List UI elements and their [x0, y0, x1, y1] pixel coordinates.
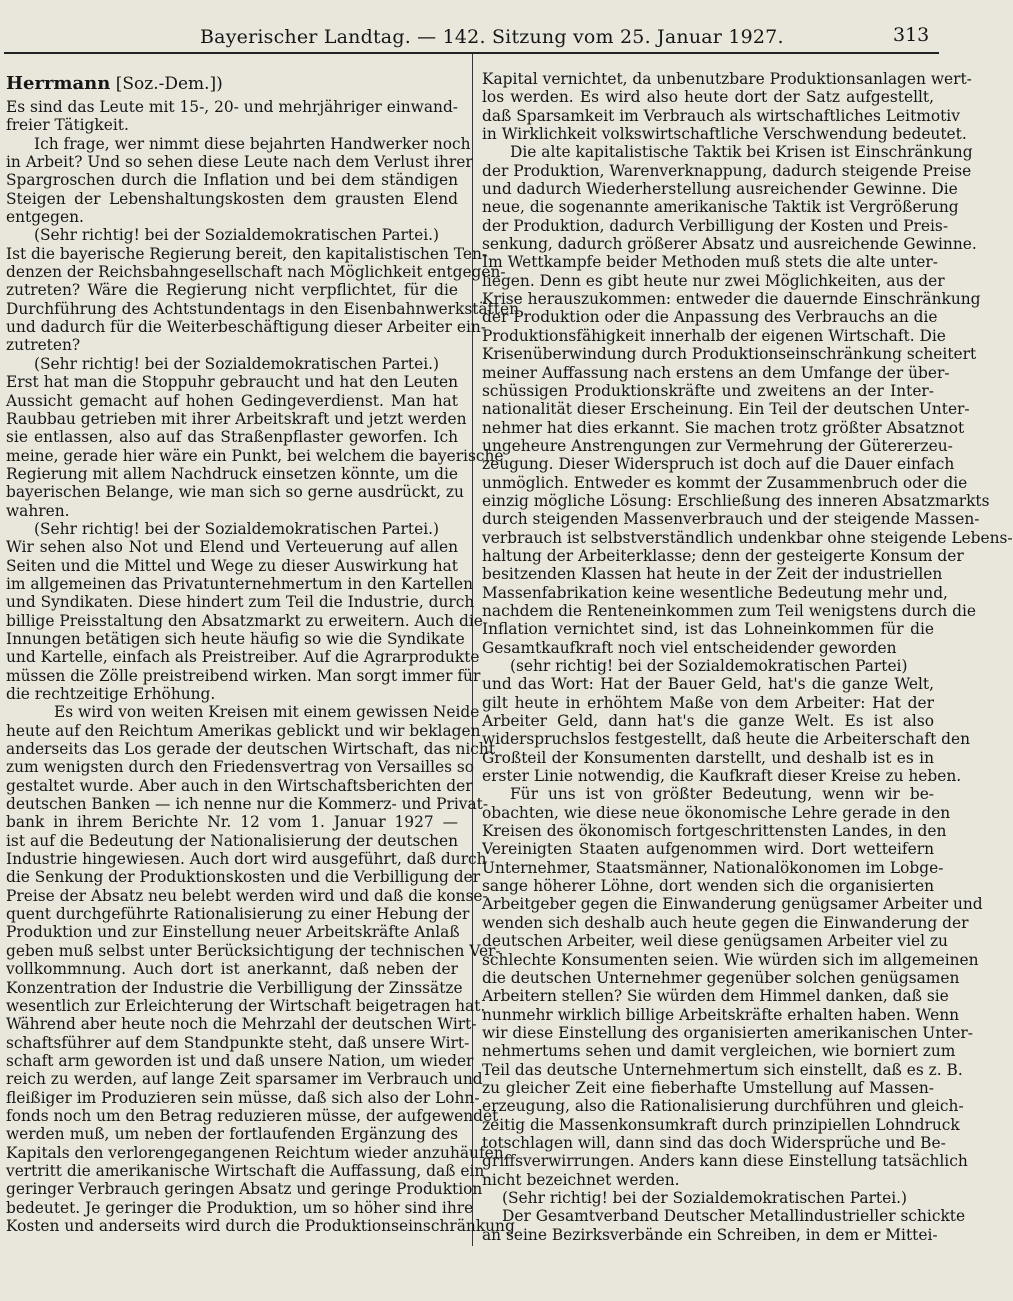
text-line: Innungen betätigen sich heute häufig so wie die Syndikate: [6, 629, 465, 648]
text-line: bedeutet. Je geringer die Produktion, um so höher sind ihre: [6, 1198, 474, 1217]
right-column: [482, 70, 1013, 1244]
text-line: erzeugung, also die Rationalisierung durchführen und gleich-: [482, 1097, 964, 1116]
text-line: Gesamtkaufkraft noch viel entscheidender geworden: [482, 638, 897, 657]
text-line: und das Wort: Hat der Bauer Geld, hat's die ganze Welt,: [482, 675, 934, 694]
text-line: Während aber heute noch die Mehrzahl der deutschen Wirt-: [6, 1015, 477, 1034]
text-line: billige Preisstaltung den Absatzmarkt zu erweitern. Auch die: [6, 611, 483, 630]
text-line: in Wirklichkeit volkswirtschaftliche Verschwendung bedeutet.: [482, 125, 967, 144]
text-line: Raubbau getrieben mit ihrer Arbeitskraft und jetzt werden: [6, 409, 467, 428]
text-line: zu gleicher Zeit eine fieberhafte Umstellung auf Massen-: [482, 1078, 934, 1097]
text-line: Massenfabrikation keine wesentliche Bedeutung mehr und,: [482, 583, 948, 602]
text-line: los werden. Es wird also heute dort der Satz aufgestellt,: [482, 88, 934, 107]
text-line: schaftsführer auf dem Standpunkte steht, daß unsere Wirt-: [6, 1033, 470, 1052]
text-line: der Produktion, Warenverknappung, dadurch steigende Preise: [482, 161, 972, 180]
text-line: nicht bezeichnet werden.: [482, 1170, 680, 1189]
text-line: Arbeiter Geld, dann hat's die ganze Welt. Es ist also: [482, 712, 934, 731]
text-line: geben muß selbst unter Berücksichtigung der technischen Ver-: [6, 941, 501, 960]
header-title: Bayerischer Landtag. — 142. Sitzung vom 25. Januar 1927.: [200, 26, 784, 48]
text-line: zutreten?: [6, 336, 81, 355]
text-line: Steigen der Lebenshaltungskosten dem grausten Elend: [6, 189, 458, 208]
text-line: haltung der Arbeiterklasse; denn der gesteigerte Konsum der: [482, 546, 964, 565]
text-line: Unternehmer, Staatsmänner, Nationalökonomen im Lobge-: [482, 858, 944, 877]
text-line: Aussicht gemacht auf hohen Gedingeverdienst. Man hat: [6, 391, 458, 410]
text-line: reich zu werden, auf lange Zeit sparsamer im Verbrauch und: [6, 1070, 483, 1089]
text-line: Kreisen des ökonomisch fortgeschrittensten Landes, in den: [482, 822, 947, 841]
text-line: sie entlassen, also auf das Straßenpflaster geworfen. Ich: [6, 428, 458, 447]
text-line: und dadurch für die Weiterbeschäftigung dieser Arbeiter ein-: [6, 318, 486, 337]
page-number: 313: [893, 24, 930, 46]
text-line: deutschen Banken — ich nenne nur die Kommerz- und Privat-: [6, 795, 489, 814]
text-line: Für uns ist von größter Bedeutung, wenn wir be-: [510, 785, 934, 804]
text-line: gestaltet wurde. Aber auch in den Wirtschaftsberichten der: [6, 776, 473, 795]
interjection-line: (sehr richtig! bei der Sozialdemokratischen Partei): [510, 657, 908, 675]
text-line: Regierung mit allem Nachdruck einsetzen könnte, um die: [6, 464, 458, 483]
text-line: totschlagen will, dann sind das doch Widersprüche und Be-: [482, 1133, 946, 1152]
text-line: zum wenigsten durch den Friedensvertrag von Versailles so: [6, 758, 475, 777]
text-line: der Produktion oder die Anpassung des Verbrauchs an die: [482, 308, 938, 327]
text-line: Konzentration der Industrie die Verbilligung der Zinssätze: [6, 978, 463, 997]
text-line: fonds noch um den Betrag reduzieren müsse, der aufgewendet: [6, 1106, 499, 1125]
text-line: nationalität dieser Erscheinung. Ein Teil der deutschen Unter-: [482, 400, 970, 419]
text-line: fleißiger im Produzieren sein müsse, daß sich also der Lohn-: [6, 1088, 480, 1107]
text-line: Krise herauszukommen: entweder die dauernde Einschränkung: [482, 290, 981, 309]
interjection-line: (Sehr richtig! bei der Sozialdemokratischen Partei.): [34, 226, 440, 245]
text-line: Produktion und zur Einstellung neuer Arbeitskräfte Anlaß: [6, 923, 460, 942]
text-line: wesentlich zur Erleichterung der Wirtschaft beigetragen hat.: [6, 996, 486, 1015]
text-line: Der Gesamtverband Deutscher Metallindustrieller schickte: [502, 1207, 966, 1226]
text-line: denzen der Reichsbahngesellschaft nach Möglichkeit entgegen-: [6, 263, 506, 282]
text-line: und Kartelle, einfach als Preistreiber. Auf die Agrarprodukte: [6, 648, 480, 667]
text-line: nehmer hat dies erkannt. Sie machen trotz größter Absatznot: [482, 418, 965, 437]
text-line: meiner Auffassung nach erstens an dem Umfange der über-: [482, 363, 950, 382]
text-line: nachdem die Renteneinkommen zum Teil wenigstens durch die: [482, 601, 977, 620]
text-line: Arbeitgeber gegen die Einwanderung genügsamer Arbeiter und: [482, 895, 983, 914]
text-line: Es wird von weiten Kreisen mit einem gewissen Neide: [54, 703, 480, 722]
text-line: verbrauch ist selbstverständlich undenkbar ohne steigende Lebens-: [482, 528, 1013, 547]
text-line: daß Sparsamkeit im Verbrauch als wirtschaftliches Leitmotiv: [482, 106, 960, 125]
text-line: Es sind das Leute mit 15-, 20- und mehrjähriger einwand-: [6, 98, 458, 116]
text-line: widerspruchslos festgestellt, daß heute die Arbeiterschaft den: [482, 730, 971, 749]
text-line: zeitig die Massenkonsumkraft durch prinzipiellen Lohndruck: [482, 1115, 960, 1134]
text-line: bayerischen Belange, wie man sich so gerne ausdrückt, zu: [6, 483, 464, 502]
text-line: sange höherer Löhne, dort wenden sich die organisierten: [482, 877, 934, 896]
text-line: müssen die Zölle preistreibend wirken. Man sorgt immer für: [6, 666, 481, 685]
text-line: Kosten und anderseits wird durch die Produktionseinschränkung: [6, 1216, 515, 1235]
text-line: Durchführung des Achtstundentags in den Eisenbahnwerkstätten: [6, 299, 519, 318]
text-line: geringer Verbrauch geringen Absatz und geringe Produktion: [6, 1180, 483, 1199]
text-line: nunmehr wirklich billige Arbeitskräfte erhalten haben. Wenn: [482, 1005, 960, 1024]
text-line: die deutschen Unternehmer gegenüber solchen genügsamen: [482, 968, 960, 987]
text-line: Inflation vernichtet sind, ist das Lohneinkommen für die: [482, 620, 934, 639]
text-line: zutreten? Wäre die Regierung nicht verpflichtet, für die: [6, 281, 458, 300]
text-line: vollkommnung. Auch dort ist anerkannt, daß neben der: [6, 960, 458, 979]
text-line: schlechte Konsumenten seien. Wie würden sich im allgemeinen: [482, 950, 979, 969]
text-line: liegen. Denn es gibt heute nur zwei Möglichkeiten, aus der: [482, 271, 945, 290]
text-line: Kapitals den verlorengegangenen Reichtum wieder anzuhäufen,: [6, 1143, 509, 1162]
text-line: Preise der Absatz neu belebt werden wird und daß die konse-: [6, 886, 488, 905]
text-line: entgegen.: [6, 208, 84, 227]
text-line: Ist die bayerische Regierung bereit, den kapitalistischen Ten-: [6, 244, 488, 263]
text-line: freier Tätigkeit.: [6, 116, 129, 135]
text-line: in Arbeit? Und so sehen diese Leute nach dem Verlust ihrer: [6, 153, 473, 172]
text-line: unmöglich. Entweder es kommt der Zusammenbruch oder die: [482, 473, 968, 492]
text-line: der Produktion, dadurch Verbilligung der Kosten und Preis-: [482, 216, 949, 235]
text-line: deutschen Arbeiter, weil diese genügsamen Arbeiter viel zu: [482, 932, 948, 951]
text-line: ungeheure Anstrengungen zur Vermehrung der Gütererzeu-: [482, 436, 953, 455]
text-line: wir diese Einstellung des organisierten amerikanischen Unter-: [482, 1023, 973, 1042]
text-line: Im Wettkampfe beider Methoden muß stets die alte unter-: [482, 253, 938, 272]
text-line: Vereinigten Staaten aufgenommen wird. Dort wetteifern: [482, 840, 934, 859]
text-line: meine, gerade hier wäre ein Punkt, bei welchem die bayerische: [6, 446, 504, 465]
text-line: Ich frage, wer nimmt diese bejahrten Handwerker noch: [34, 134, 471, 153]
left-column: [6, 70, 519, 1235]
text-line: besitzenden Klassen hat heute in der Zeit der industriellen: [482, 565, 943, 584]
text-line: griffsverwirrungen. Anders kann diese Einstellung tatsächlich: [482, 1152, 968, 1171]
text-line: im allgemeinen das Privatunternehmertum in den Kartellen: [6, 574, 474, 593]
text-line: vertritt die amerikanische Wirtschaft die Auffassung, daß ein: [6, 1161, 485, 1180]
text-line: obachten, wie diese neue ökonomische Lehre gerade in den: [482, 803, 951, 822]
text-line: Krisenüberwindung durch Produktionseinschränkung scheitert: [482, 345, 977, 364]
text-line: quent durchgeführte Rationalisierung zu einer Hebung der: [6, 905, 470, 924]
speaker-party: [Soz.-Dem.]): [115, 74, 223, 94]
text-line: ist auf die Bedeutung der Nationalisierung der deutschen: [6, 831, 458, 850]
text-line: einzig mögliche Lösung: Erschließung des inneren Absatzmarkts: [482, 491, 990, 510]
text-line: Großteil der Konsumenten darstellt, und deshalb ist es in: [482, 748, 934, 767]
text-line: nehmertums sehen und damit vergleichen, wie borniert zum: [482, 1042, 956, 1061]
text-line: erster Linie notwendig, die Kaufkraft dieser Kreise zu heben.: [482, 767, 962, 786]
interjection-line: (Sehr richtig! bei der Sozialdemokratischen Partei.): [502, 1188, 908, 1207]
text-line: an seine Bezirksverbände ein Schreiben, in dem er Mittei-: [482, 1225, 938, 1244]
text-line: anderseits das Los gerade der deutschen Wirtschaft, das nicht: [6, 740, 496, 759]
text-line: zeugung. Dieser Widerspruch ist doch auf die Dauer einfach: [482, 455, 955, 474]
text-line: Produktionsfähigkeit innerhalb der eigenen Wirtschaft. Die: [482, 326, 946, 345]
text-line: senkung, dadurch größerer Absatz und ausreichende Gewinne.: [482, 235, 977, 254]
text-line: bank in ihrem Berichte Nr. 12 vom 1. Januar 1927 —: [6, 813, 458, 832]
text-line: Industrie hingewiesen. Auch dort wird ausgeführt, daß durch: [6, 850, 487, 869]
text-line: Arbeitern stellen? Sie würden dem Himmel danken, daß sie: [482, 987, 949, 1006]
page-header: [0, 22, 1000, 52]
text-line: wahren.: [6, 501, 70, 520]
text-line: schüssigen Produktionskräfte und zweitens an der Inter-: [482, 381, 934, 400]
speaker-name: Herrmann: [6, 73, 111, 94]
text-line: und Syndikaten. Diese hindert zum Teil die Industrie, durch: [6, 593, 475, 612]
text-line: Kapital vernichtet, da unbenutzbare Produktionsanlagen wert-: [482, 70, 972, 88]
text-line: Die alte kapitalistische Taktik bei Krisen ist Einschränkung: [510, 143, 973, 162]
text-line: werden muß, um neben der fortlaufenden Ergänzung des: [6, 1125, 458, 1144]
speaker-line: [6, 70, 458, 98]
text-line: neue, die sogenannte amerikanische Taktik ist Vergrößerung: [482, 198, 959, 217]
text-line: Spargroschen durch die Inflation und bei dem ständigen: [6, 171, 458, 190]
text-line: Erst hat man die Stoppuhr gebraucht und hat den Leuten: [6, 373, 458, 392]
text-line: wenden sich deshalb auch heute gegen die Einwanderung der: [482, 913, 969, 932]
text-line: die Senkung der Produktionskosten und die Verbilligung der: [6, 868, 481, 887]
text-line: schaft arm geworden ist und daß unsere Nation, um wieder: [6, 1051, 474, 1070]
text-line: gilt heute in erhöhtem Maße von dem Arbeiter: Hat der: [482, 693, 934, 712]
text-line: Wir sehen also Not und Elend und Verteuerung auf allen: [6, 538, 458, 557]
text-line: die rechtzeitige Erhöhung.: [6, 685, 216, 703]
text-line: Teil das deutsche Unternehmertum sich einstellt, daß es z. B.: [482, 1060, 963, 1079]
interjection-line: (Sehr richtig! bei der Sozialdemokratischen Partei.): [34, 354, 440, 373]
text-line: heute auf den Reichtum Amerikas geblickt und wir beklagen: [6, 721, 481, 740]
text-line: Seiten und die Mittel und Wege zu dieser Auswirkung hat: [6, 556, 458, 575]
text-line: durch steigenden Massenverbrauch und der steigende Massen-: [482, 510, 980, 529]
text-line: und dadurch Wiederherstellung ausreichender Gewinne. Die: [482, 180, 958, 199]
interjection-line: (Sehr richtig! bei der Sozialdemokratischen Partei.): [34, 519, 440, 538]
